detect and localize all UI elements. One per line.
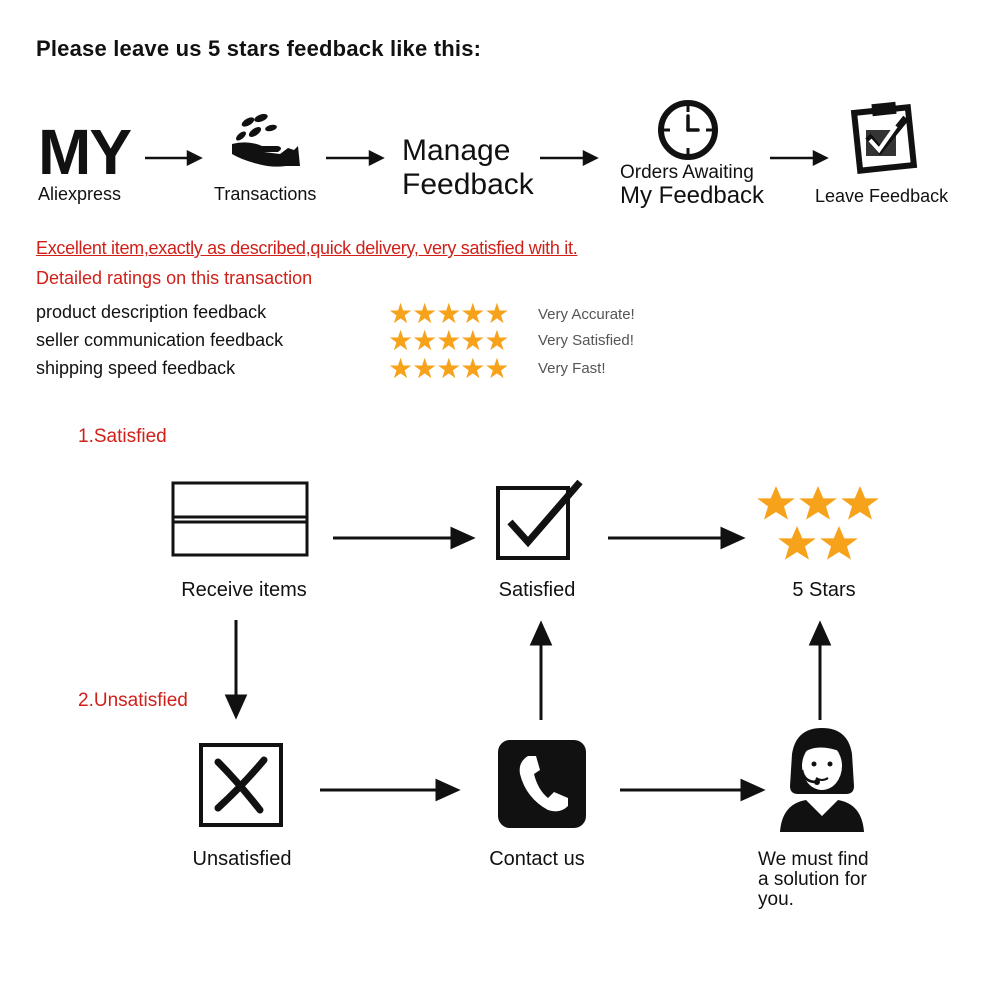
manage-line-1: Manage [402,134,511,167]
unsatisfied-label: Unsatisfied [192,848,292,870]
transactions-label: Transactions [214,184,317,204]
detailed-ratings-title: Detailed ratings on this transaction [36,268,313,288]
satisfied-label: Satisfied [498,579,576,601]
stars-icon [756,484,882,564]
rating-stars-description: ★★★★★ [388,298,509,329]
solution-line-1: We must find [758,849,869,870]
rating-label-description: product description feedback [36,302,267,322]
example-comment: Excellent item,exactly as described,quick delivery, very satisfied with it. [36,238,578,258]
my-feedback-label: My Feedback [620,182,765,209]
rating-label-communication: seller communication feedback [36,330,284,350]
rating-label-shipping: shipping speed feedback [36,358,236,378]
phone-icon [498,740,586,828]
five-stars-label: 5 Stars [792,579,856,601]
box-icon [170,480,310,558]
receive-items-label: Receive items [181,579,307,601]
my-logo-text: MY [38,116,130,188]
rating-note-description: Very Accurate! [538,306,635,323]
unsatisfied-heading: 2.Unsatisfied [78,690,188,711]
rating-note-communication: Very Satisfied! [538,332,634,349]
checkbox-icon [494,476,586,562]
leave-feedback-label: Leave Feedback [815,186,949,206]
page-title: Please leave us 5 stars feedback like this: [36,36,482,61]
manage-line-2: Feedback [402,168,534,201]
solution-line-2: a solution for [758,869,867,890]
solution-line-3: you. [758,889,794,910]
support-agent-icon [776,724,868,832]
rating-stars-shipping: ★★★★★ [388,353,509,384]
x-box-icon [198,742,284,828]
orders-awaiting-label: Orders Awaiting [620,162,754,183]
rating-stars-communication: ★★★★★ [388,325,509,356]
aliexpress-label: Aliexpress [38,184,122,204]
satisfied-heading: 1.Satisfied [78,426,167,447]
solution-text [758,850,869,910]
rating-note-shipping: Very Fast! [538,360,606,377]
contact-us-label: Contact us [489,848,585,870]
